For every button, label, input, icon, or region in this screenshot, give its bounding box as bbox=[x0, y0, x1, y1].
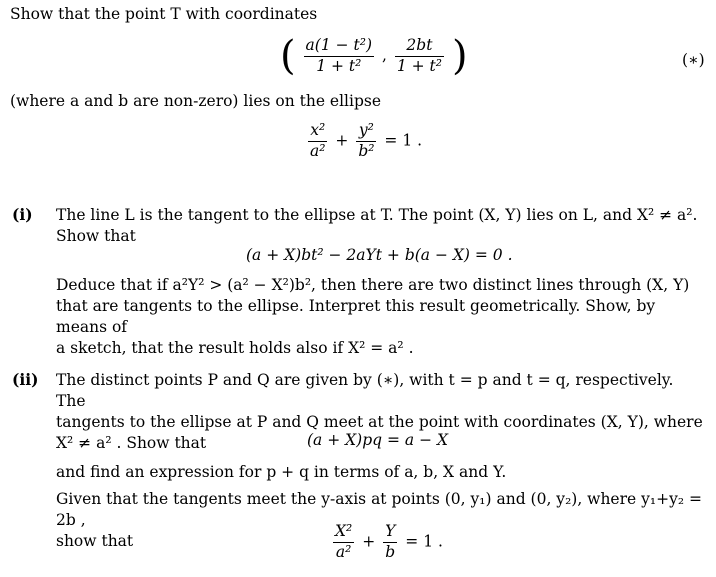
right-paren: ) bbox=[451, 33, 468, 79]
part-i-equation: (a + X)bt² − 2aYt + b(a − X) = 0 . bbox=[246, 246, 513, 264]
part-ii-text-2: and find an expression for p + q in terms of a, b, X and Y. bbox=[56, 463, 507, 481]
final-x-fraction bbox=[333, 524, 354, 560]
part-ii-text-1b: tangents to the ellipse at P and Q meet at the point with coordinates (X, Y), where bbox=[56, 413, 703, 431]
coord-x-denominator: 1 + t² bbox=[316, 56, 362, 75]
part-i-text-2b: that are tangents to the ellipse. Interpret this result geometrically. Show, by means of bbox=[56, 297, 656, 336]
part-i-body-2 bbox=[56, 275, 706, 359]
part-ii-text-1c: X² ≠ a² . Show that bbox=[56, 434, 207, 452]
ellipse-y-fraction bbox=[356, 123, 376, 159]
final-rhs: = 1 . bbox=[405, 532, 443, 551]
final-y-numerator: Y bbox=[383, 524, 397, 543]
equation-tag: (∗) bbox=[682, 51, 705, 69]
coord-y-fraction bbox=[395, 38, 444, 74]
final-x-denominator: a² bbox=[335, 542, 352, 561]
part-ii-text-3a: Given that the tangents meet the y-axis at points (0, y₁) and (0, y₂), where y₁+y₂ = 2b , bbox=[56, 490, 702, 529]
ellipse-y-numerator: y² bbox=[356, 123, 376, 142]
coord-x-numerator: a(1 − t²) bbox=[304, 38, 374, 57]
ellipse-x-denominator: a² bbox=[310, 141, 326, 160]
part-i-text-1: The line L is the tangent to the ellipse at T. The point (X, Y) lies on L, and X² ≠ a². bbox=[56, 206, 698, 224]
left-paren: ( bbox=[280, 33, 296, 79]
part-ii-label: (ii) bbox=[12, 370, 39, 389]
intro-line-1: Show that the point T with coordinates bbox=[10, 5, 318, 23]
ellipse-x-fraction bbox=[308, 123, 327, 159]
part-ii-equation: (a + X)pq = a − X bbox=[307, 431, 449, 449]
intro-line-2: (where a and b are non-zero) lies on the ellipse bbox=[10, 92, 382, 110]
point-t-coordinates: ( $\frac{\text{a(1 − t²)}}{\text{1 + t²}}$ , $\frac{2bt}{\text{1 + t²}}$ ) bbox=[280, 33, 468, 79]
part-ii-text-1a: The distinct points P and Q are given by (∗), with t = p and t = q, respectively. The bbox=[56, 371, 674, 410]
coord-y-denominator: 1 + t² bbox=[396, 56, 442, 75]
ellipse-y-denominator: b² bbox=[358, 141, 375, 160]
ellipse-x-numerator: x² bbox=[308, 123, 327, 142]
ellipse-equation: $\frac{\text{x²}}{\text{a²}}$ + $\frac{\text{y²}}{\text{b²}}$ = 1 . bbox=[310, 121, 423, 160]
final-x-numerator: X² bbox=[333, 524, 354, 543]
ellipse-rhs: = 1 . bbox=[384, 131, 423, 150]
part-i-body bbox=[56, 205, 706, 247]
coord-y-numerator: 2bt bbox=[395, 38, 444, 57]
final-equation: $\frac{\text{X²}}{\text{a²}}$ + $\frac{Y}{b}$ = 1 . bbox=[335, 522, 443, 561]
part-i-text-2a: Deduce that if a²Y² > (a² − X²)b², then there are two distinct lines through (X, Y) bbox=[56, 276, 690, 294]
coord-x-fraction bbox=[304, 38, 374, 74]
final-y-denominator: b bbox=[385, 542, 396, 561]
part-i-text-2c: a sketch, that the result holds also if X² = a² . bbox=[56, 339, 414, 357]
part-i-text-1b: Show that bbox=[56, 227, 136, 245]
part-ii-text-3b: show that bbox=[56, 532, 134, 550]
final-y-fraction bbox=[383, 524, 397, 560]
part-i-label: (i) bbox=[12, 205, 33, 224]
